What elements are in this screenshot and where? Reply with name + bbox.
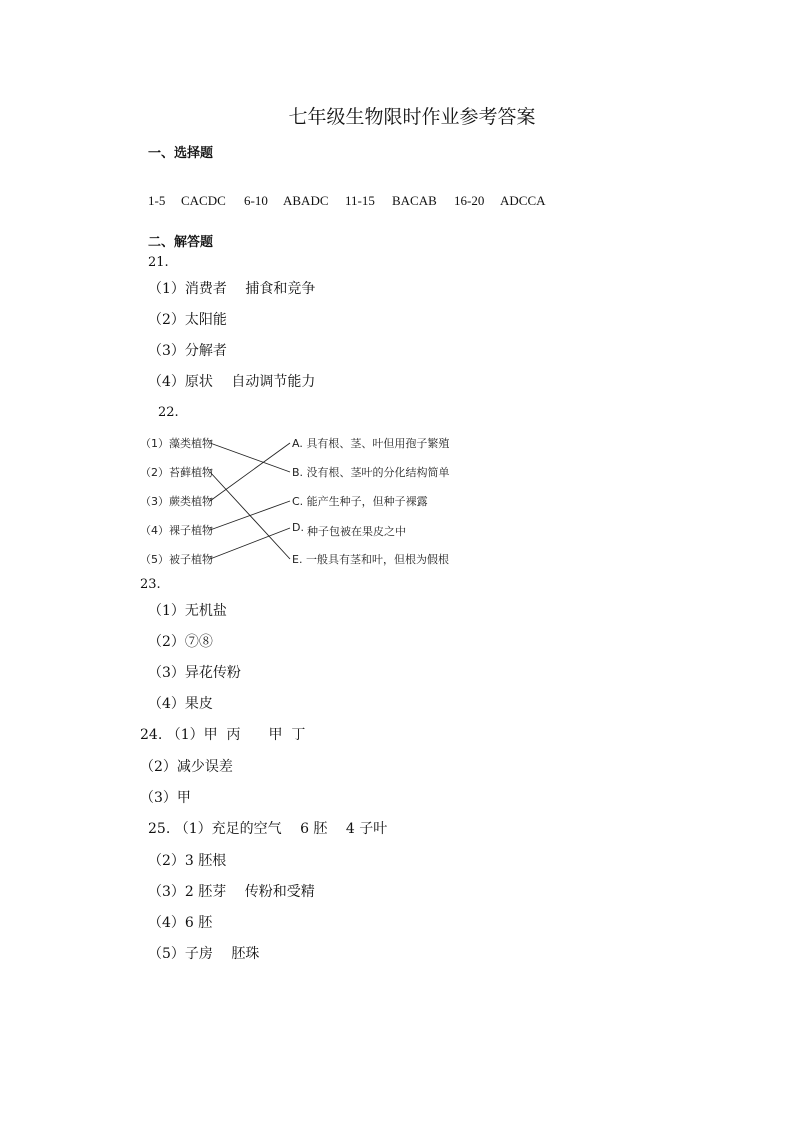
q25-item-1: 25. （1）充足的空气 6 胚 4 子叶 — [148, 821, 388, 837]
q25-item-2: （2）3 胚根 — [148, 853, 227, 869]
match-left-2: （2）苔藓植物 — [140, 466, 213, 479]
match-line-1-b — [210, 443, 290, 472]
mc-range-3: 11-15 — [345, 193, 375, 208]
q25-item-4: （4）6 胚 — [148, 915, 213, 931]
mc-answer-2: ABADC — [283, 193, 329, 208]
q21-item-4: （4）原状 自动调节能力 — [148, 374, 316, 390]
q21-item-1: （1）消费者 捕食和竞争 — [148, 281, 316, 297]
matching-diagram — [140, 432, 480, 572]
q25-item-3: （3）2 胚芽 传粉和受精 — [148, 884, 315, 900]
match-line-5-d — [210, 528, 290, 559]
match-line-4-c — [210, 501, 290, 530]
mc-range-2: 6-10 — [244, 193, 268, 208]
match-left-4: （4）裸子植物 — [140, 524, 213, 537]
q23-item-3: （3）异花传粉 — [148, 665, 241, 681]
q24-item-3: （3）甲 — [140, 790, 191, 806]
q24-item-2: （2）减少误差 — [140, 759, 233, 775]
match-lines — [210, 443, 290, 559]
mc-range-4: 16-20 — [454, 193, 485, 208]
match-line-3-a — [210, 443, 290, 501]
mc-range-1: 1-5 — [148, 193, 166, 208]
q23-item-1: （1）无机盐 — [148, 603, 227, 619]
q23-item-4: （4）果皮 — [148, 696, 213, 712]
q24-item-1: 24. （1）甲 丙 甲 丁 — [140, 727, 306, 743]
match-left-3: （3）蕨类植物 — [140, 495, 213, 508]
mc-answer-3: BACAB — [392, 193, 437, 208]
page-title: 七年级生物限时作业参考答案 — [288, 106, 536, 128]
q23-item-2: （2）⑦⑧ — [148, 634, 213, 650]
section-heading-answer: 二、解答题 — [148, 235, 214, 250]
match-right-d-letter: D. — [292, 521, 304, 534]
mc-answer-4: ADCCA — [500, 193, 546, 208]
mc-answer-1: CACDC — [181, 193, 226, 208]
q25-item-5: （5）子房 胚珠 — [148, 946, 260, 962]
match-right-c: C. 能产生种子，但种子裸露 — [292, 495, 428, 508]
match-right-d-text: 种子包被在果皮之中 — [307, 525, 406, 538]
match-left-5: （5）被子植物 — [140, 553, 213, 566]
q23-number: 23. — [140, 577, 161, 592]
section-heading-choice: 一、选择题 — [148, 146, 214, 161]
match-right-a: A. 具有根、茎、叶但用孢子繁殖 — [292, 437, 450, 450]
q21-number: 21. — [148, 255, 169, 270]
q22-number: 22. — [158, 405, 179, 420]
match-right-e: E. 一般具有茎和叶，但根为假根 — [292, 553, 449, 566]
q21-item-3: （3）分解者 — [148, 343, 227, 359]
q21-item-2: （2）太阳能 — [148, 312, 227, 328]
match-left-1: （1）藻类植物 — [140, 437, 213, 450]
match-right-b: B. 没有根、茎叶的分化结构简单 — [292, 466, 450, 479]
